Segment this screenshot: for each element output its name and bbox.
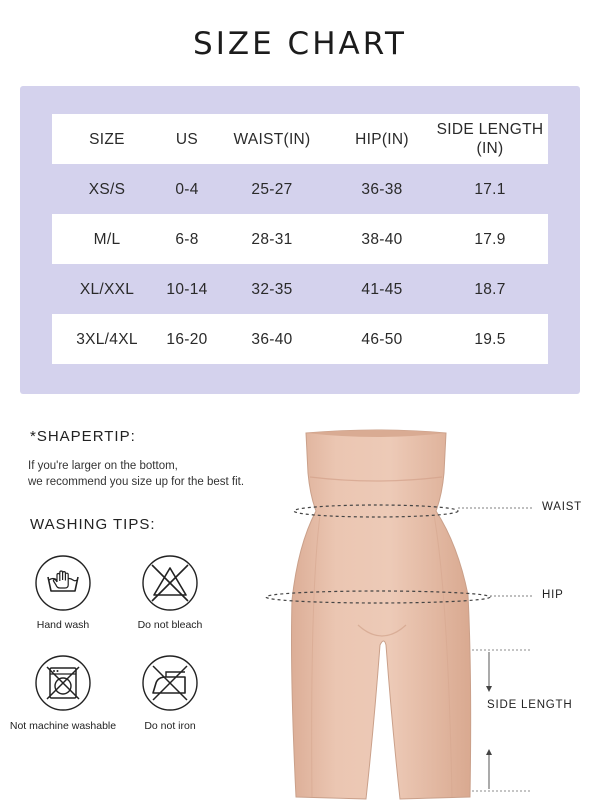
cell-hip: 36-38 (361, 180, 403, 198)
waist-label: WAIST (542, 501, 582, 513)
cell-size: M/L (93, 230, 121, 248)
cell-us: 6-8 (175, 230, 199, 248)
cell-hip: 38-40 (361, 230, 403, 248)
cell-side-length: 18.7 (474, 280, 506, 298)
not-machine-washable-label: Not machine washable (9, 720, 117, 732)
cell-side-length: 19.5 (474, 330, 506, 348)
cell-size: XL/XXL (79, 280, 135, 298)
header-hip: HIP(IN) (355, 130, 409, 148)
cell-size: XS/S (88, 180, 126, 198)
cell-size: 3XL/4XL (76, 330, 138, 348)
do-not-bleach-label: Do not bleach (137, 619, 203, 631)
cell-waist: 28-31 (251, 230, 293, 248)
cell-side-length: 17.1 (474, 180, 506, 198)
shapertip-title: *SHAPERTIP: (30, 428, 136, 445)
header-us: US (175, 130, 199, 148)
cell-waist: 36-40 (251, 330, 293, 348)
shapertip-line-2: we recommend you size up for the best fit. (28, 476, 245, 488)
header-side-length: SIDE LENGTH (IN) (436, 121, 544, 157)
cell-waist: 32-35 (251, 280, 293, 298)
header-size: SIZE (89, 130, 125, 148)
header-waist: WAIST(IN) (233, 130, 311, 148)
hip-label: HIP (542, 589, 564, 601)
cell-hip: 41-45 (361, 280, 403, 298)
do-not-iron-label: Do not iron (144, 720, 196, 732)
cell-hip: 46-50 (361, 330, 403, 348)
cell-us: 0-4 (175, 180, 199, 198)
cell-us: 10-14 (166, 280, 208, 298)
side-length-label: SIDE LENGTH (487, 699, 573, 711)
shapertip-line-1: If you're larger on the bottom, (28, 460, 178, 472)
page-title: SIZE CHART (193, 26, 407, 62)
cell-waist: 25-27 (251, 180, 293, 198)
washing-tips-title: WASHING TIPS: (30, 516, 156, 533)
hand-wash-label: Hand wash (36, 619, 90, 631)
cell-us: 16-20 (166, 330, 208, 348)
cell-side-length: 17.9 (474, 230, 506, 248)
